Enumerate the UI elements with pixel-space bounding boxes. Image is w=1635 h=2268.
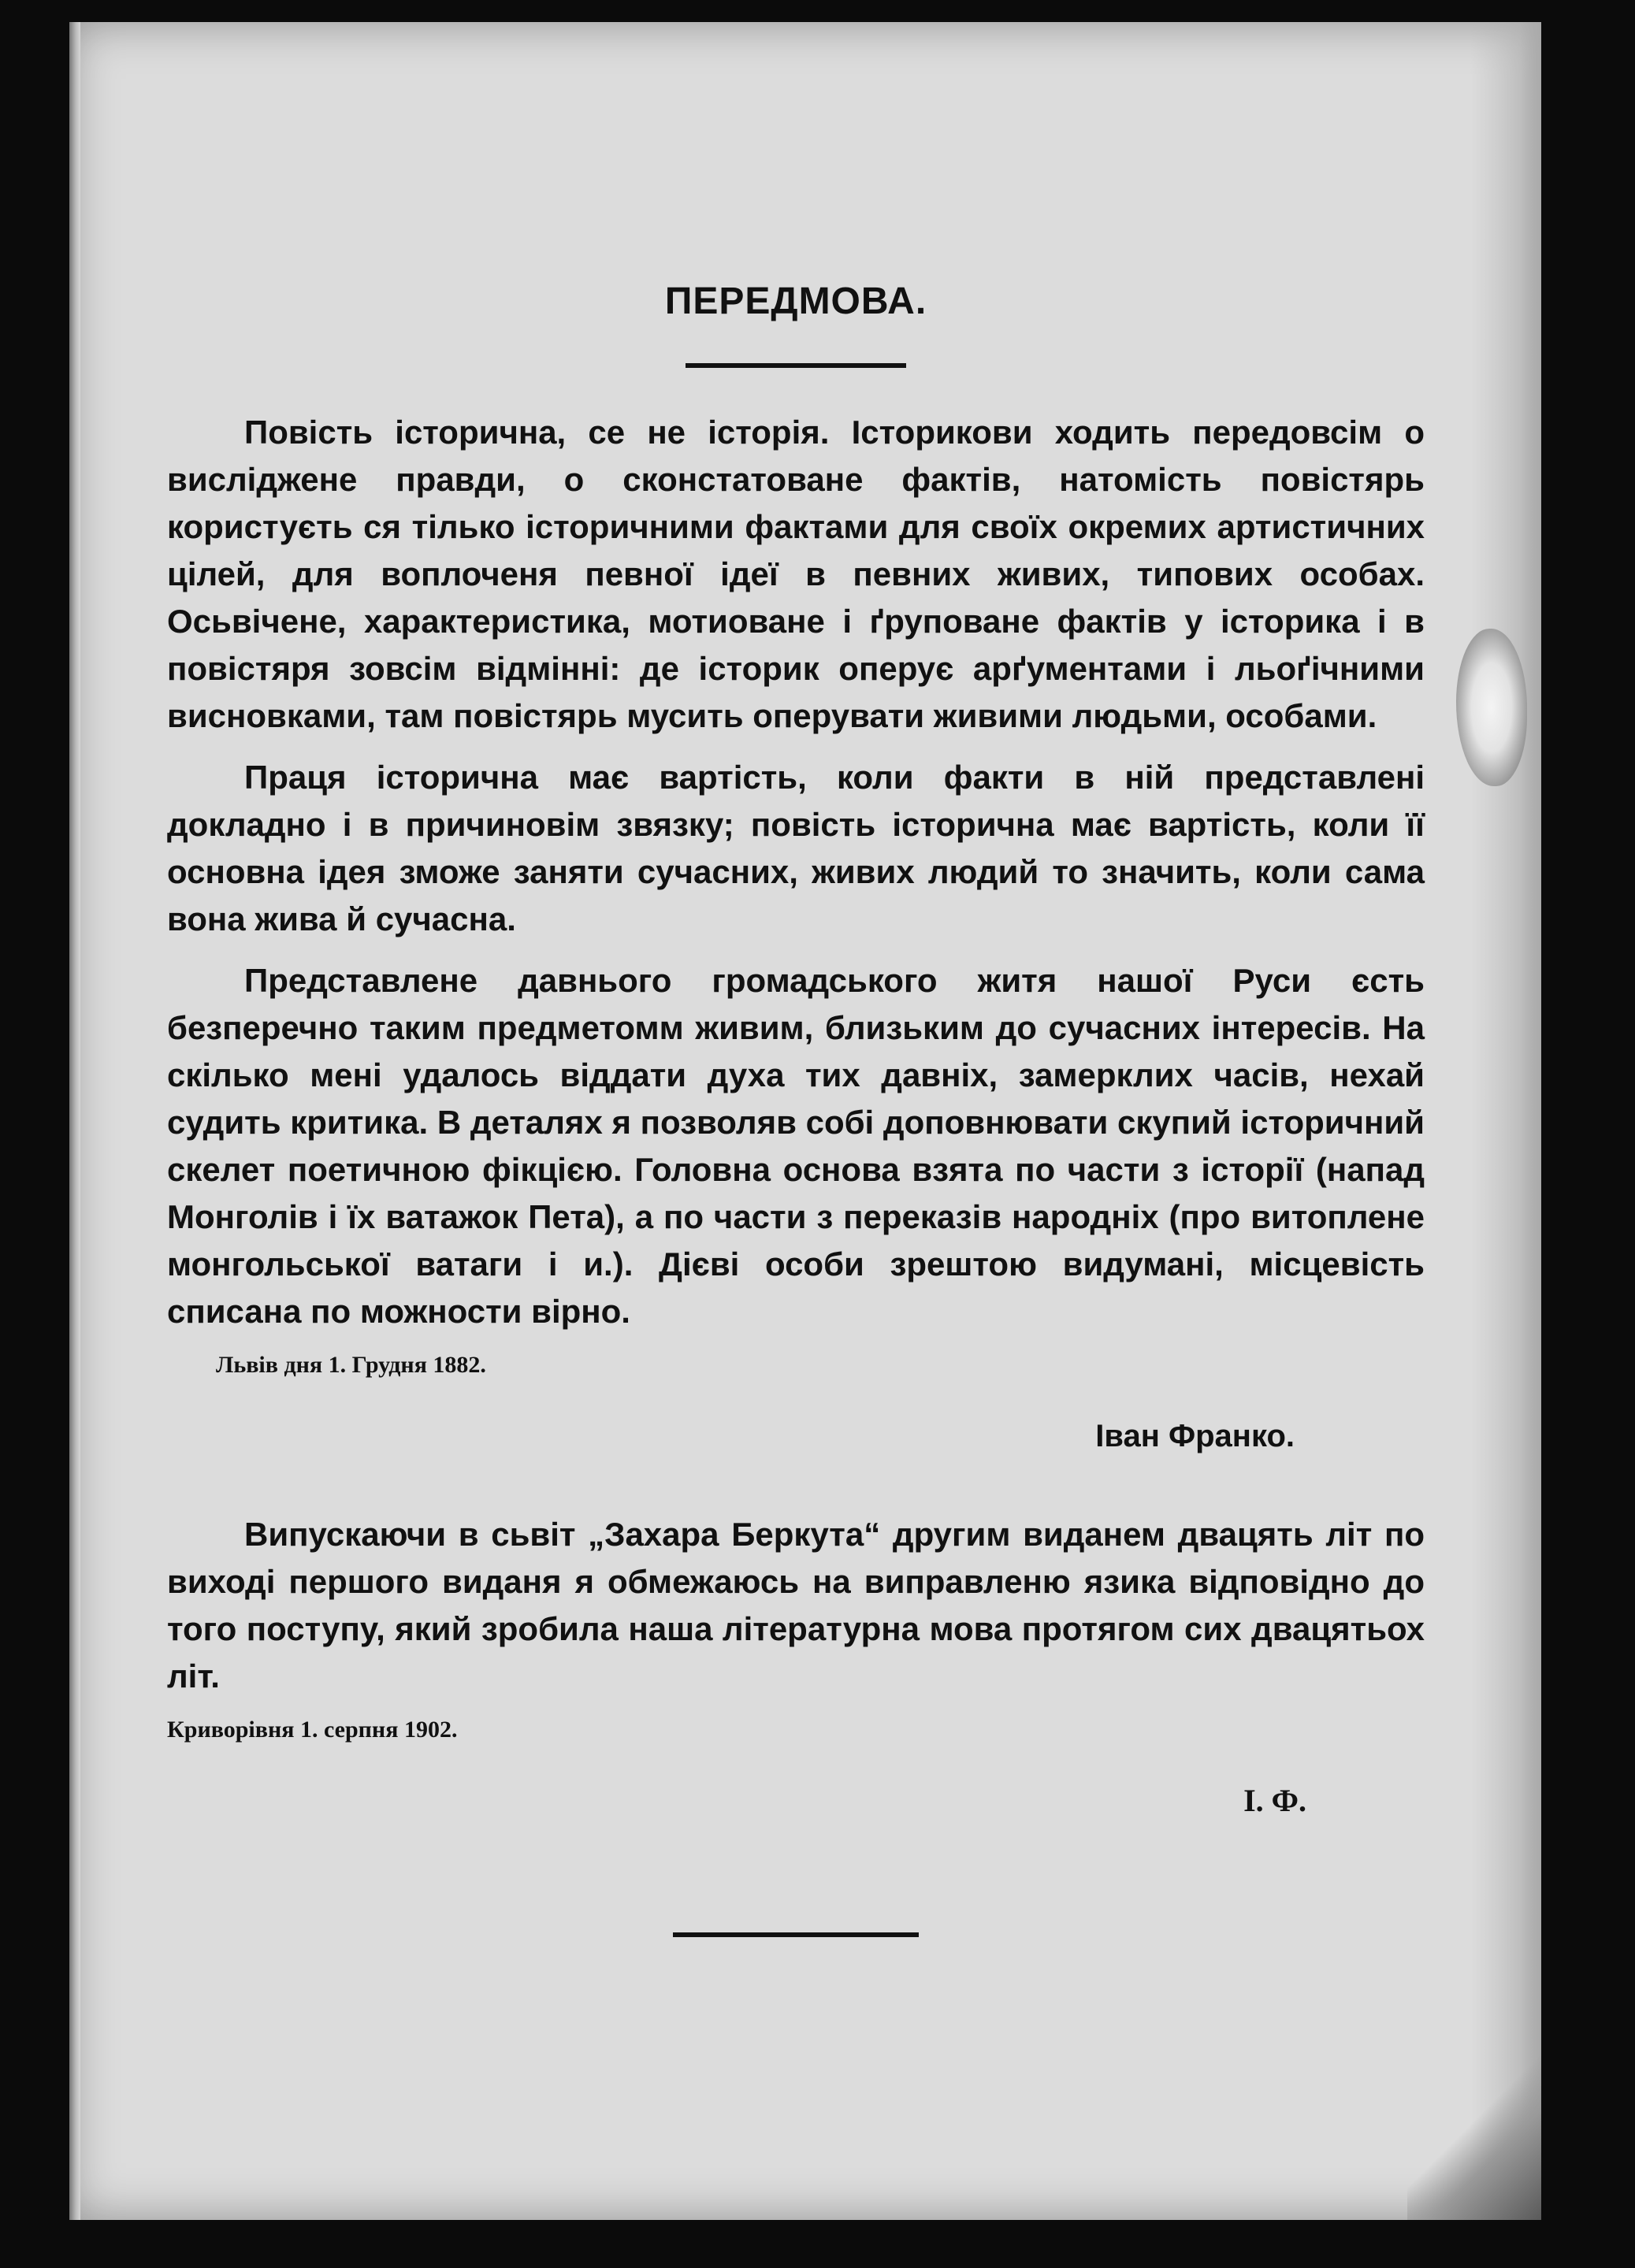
closing-divider (673, 1932, 919, 1937)
paragraph-second-edition: Випускаючи в сьвіт „Захара Беркута“ другим виданем двацять літ по виході першого виданя я обмежаюсь на виправленю язика відповідно до того поступу, який зробила наша літературна мова протягом сих двацятьох літ. (167, 1516, 1425, 1695)
page-corner-curl (1407, 1984, 1541, 2220)
paragraph-1: Повість історична, се не історія. Історикови ходить передовсім о висліджене правди, о сконстатоване фактів, натомість повістярь користуєть ся тілько історичними фактами для своїх окремих артистичних цілей, для воплоченя певної ідеї в певних живих, типових особах. Осьвічене, характеристика, мотиоване і ґруповане фактів у історика і в повістяря зовсім відмінні: де історик оперує арґументами і льоґічними висновками, там повістярь мусить оперувати живими людьми, особами. (167, 414, 1425, 734)
date-line-1902: Криворівня 1. серпня 1902. (167, 1717, 458, 1743)
author-initials: І. Ф. (1243, 1783, 1306, 1818)
preface-text-block (167, 278, 1425, 1937)
scanned-page (69, 22, 1541, 2220)
page-edge-shadow (1470, 22, 1541, 2220)
paper-damage-stain (1456, 629, 1527, 786)
paragraph-2: Праця історична має вартість, коли факти в ній представлені докладно і в причиновім звязку; повість історична має вартість, коли її основна ідея зможе заняти сучасних, живих людий то значить, коли сама вона жива й сучасна. (167, 759, 1425, 937)
author-signature: Іван Франко. (1095, 1419, 1295, 1453)
page-title: ПЕРЕДМОВА. (664, 280, 927, 322)
date-line-1882: Львів дня 1. Грудня 1882. (216, 1352, 486, 1378)
title-divider (686, 363, 906, 368)
paragraph-3: Представлене давнього громадського житя нашої Руси єсть безперечно таким предметомм живим, близьким до сучасних інтересів. На скілько мені удалось віддати духа тих давніх, замерклих часів, нехай судить критика. В деталях я позволяв собі доповнювати скупий історичний скелет поетичною фікцією. Головна основа взята по части з історії (напад Монголів і їх ватажок Пета), а по части з переказів народніх (про витоплене монгольської ватаги і и.). Дієві особи зрештою видумані, місцевість списана по можности вірно. (167, 962, 1425, 1330)
book-spine-shadow (69, 22, 80, 2220)
section-gap (167, 1456, 1425, 1511)
